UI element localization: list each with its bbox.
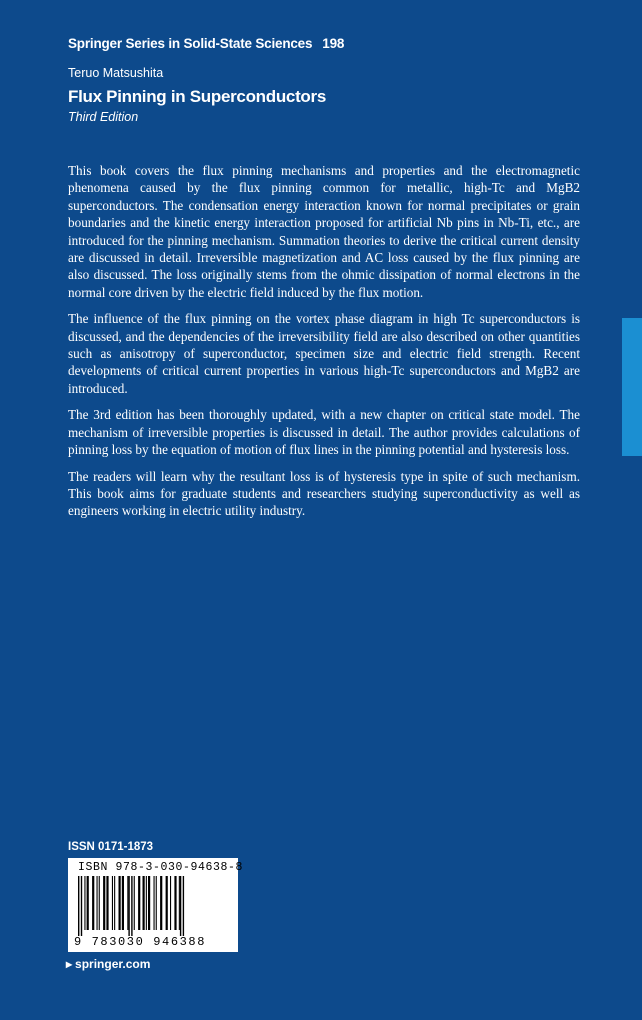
blurb-paragraph: The readers will learn why the resultant loss is of hysteresis type in spite of such mechanism. This book aims for graduate students and researchers studying superconductivity as well as engineers working in electric utility industry.: [68, 468, 580, 519]
barcode-bar: [179, 876, 180, 930]
blurb: [68, 162, 580, 529]
barcode-bar: [114, 876, 115, 930]
barcode-bar: [160, 876, 162, 930]
barcode-bar: [143, 876, 145, 930]
barcode-bar: [106, 876, 108, 930]
barcode-bar: [112, 876, 113, 930]
barcode-bar: [119, 876, 121, 930]
barcode-bar: [81, 876, 82, 936]
barcode-bars: [76, 876, 230, 936]
barcode-bar: [78, 876, 79, 936]
barcode-bar: [183, 876, 184, 936]
ean-digits: 9 783030 946388: [74, 935, 207, 949]
barcode-bar: [97, 876, 98, 930]
barcode-bar: [180, 876, 181, 936]
barcode-bar: [131, 876, 132, 936]
barcode-bar: [148, 876, 150, 930]
publisher-link[interactable]: [66, 957, 150, 971]
barcode-bar: [170, 876, 171, 930]
barcode-bar: [138, 876, 140, 930]
barcode-bar: [122, 876, 124, 930]
book-title: Flux Pinning in Superconductors: [68, 87, 326, 106]
series-name: Springer Series in Solid-State Sciences: [68, 36, 313, 51]
arrow-icon: ▸: [66, 957, 73, 971]
barcode-bar: [103, 876, 105, 930]
edition-label: Third Edition: [68, 110, 139, 124]
barcode-bar: [174, 876, 176, 930]
barcode-bar: [87, 876, 89, 930]
author-name: Teruo Matsushita: [68, 66, 164, 80]
barcode-bar: [156, 876, 157, 930]
series-line: [68, 36, 344, 51]
barcode-bar: [154, 876, 155, 930]
barcode-bar: [166, 876, 168, 930]
blurb-paragraph: This book covers the flux pinning mechanisms and properties and the electromagnetic phenomena caused by the flux pinning common for metallic, high-Tc and MgB2 superconductors. The condensation energy interaction known for normal precipitates or grain boundaries and the kinetic energy interaction proposed for artificial Nb pins in Nb-Ti, etc., are introduced for the pinning mechanism. Summation theories to derive the critical current density are discussed in detail. Irreversible magnetization and AC loss caused by the flux pinning are also discussed. The loss originally stems from the ohmic dissipation of normal electrons in the normal core driven by the electric field induced by the flux motion.: [68, 163, 580, 300]
series-number: 198: [322, 36, 345, 51]
publisher-url: springer.com: [75, 957, 151, 971]
issn-label: ISSN 0171-1873: [68, 841, 154, 853]
barcode: [68, 858, 244, 952]
barcode-bar: [134, 876, 135, 930]
barcode-bar: [84, 876, 85, 930]
barcode-bar: [127, 876, 128, 930]
barcode-bar: [92, 876, 94, 930]
blurb-paragraph: The influence of the flux pinning on the vortex phase diagram in high Tc superconductors is discussed, and the dependencies of the irreversibility field are also described on other quantities such as anisotropy of superconductor, specimen size and electric field strength. Recent developments of critical current properties in various high-Tc superconductors and MgB2 are introduced.: [68, 311, 580, 396]
barcode-bar: [146, 876, 147, 930]
barcode-bar: [128, 876, 129, 936]
barcode-bar: [99, 876, 100, 930]
side-color-tab: [622, 318, 642, 456]
blurb-paragraph: The 3rd edition has been thoroughly updated, with a new chapter on critical state model. The mechanism of irreversible properties is discussed in detail. The author provides calculations of pinning loss by the equation of motion of flux lines in the pinning potential and hysteresis loss.: [68, 407, 580, 458]
isbn-label: ISBN 978-3-030-94638-8: [78, 861, 244, 874]
